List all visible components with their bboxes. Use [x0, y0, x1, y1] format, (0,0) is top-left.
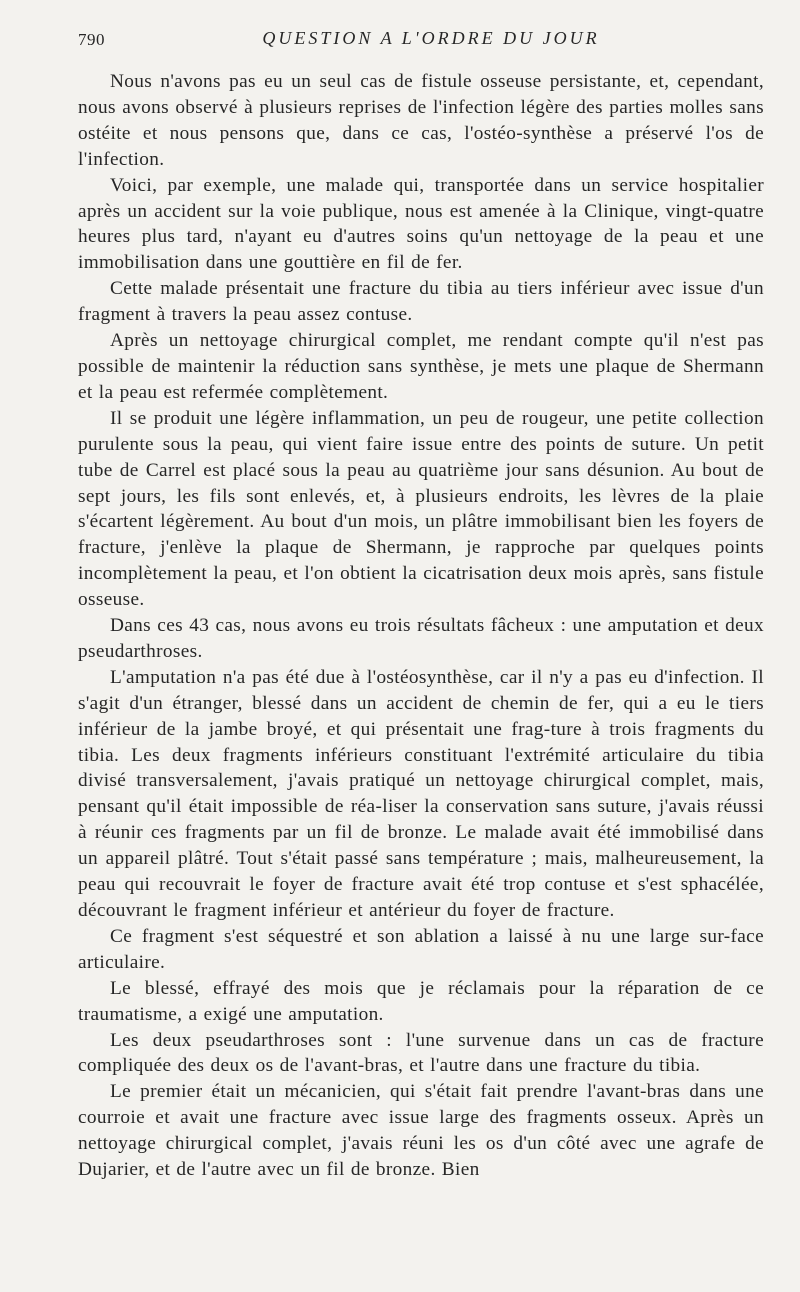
paragraph-10: Les deux pseudarthroses sont : l'une survenue dans un cas de fracture compliquée des deux os de l'avant-bras, et l'autre dans une fracture du tibia.: [78, 1029, 764, 1077]
paragraph-5: Il se produit une légère inflammation, un peu de rougeur, une petite collection purulente sous la peau, qui vient faire issue entre des points de suture. Un petit tube de Carrel est placé sous la peau au quatrième jour sans désunion. Au bout de sept jours, les fils sont enlevés, et, à plusieurs endroits, les lèvres de la plaie s'écartent légèrement. Au bout d'un mois, un plâtre immobilisant bien les foyers de fracture, j'enlève la plaque de Shermann, je rapproche par quelques points incomplètement la peau, et l'on obtient la cicatrisation deux mois après, sans fistule osseuse.: [78, 407, 764, 611]
paragraph-2: Voici, par exemple, une malade qui, transportée dans un service hospitalier après un accident sur la voie publique, nous est amenée à la Clinique, vingt-quatre heures plus tard, n'ayant eu d'autres soins qu'un nettoyage de la peau et une immobilisation dans une gouttière en fil de fer.: [78, 174, 764, 274]
running-title: QUESTION A L'ORDRE DU JOUR: [262, 28, 600, 48]
paragraph-11: Le premier était un mécanicien, qui s'était fait prendre l'avant-bras dans une courroie et avait une fracture avec issue large des fragments osseux. Après un nettoyage chirurgical complet, j'avais réuni les os d'un côté avec une agrafe de Dujarier, et de l'autre avec un fil de bronze. Bien: [78, 1081, 764, 1181]
paragraph-7: L'amputation n'a pas été due à l'ostéosynthèse, car il n'y a pas eu d'infection. Il s'agit d'un étranger, blessé dans un accident de chemin de fer, qui a eu le tiers inférieur de la jambe broyé, et qui présentait une frag-ture à trois fragments du tibia. Les deux fragments inférieurs constituant l'extrémité articulaire du tibia divisé transversalement, j'avais pratiqué un nettoyage chirurgical complet, mais, pensant qu'il était impossible de réa-liser la conservation sans suture, j'avais réussi à réunir ces fragments par un fil de bronze. Le malade avait été immobilisé dans un appareil plâtré. Tout s'était passé sans température ; mais, malheureusement, la peau qui recouvrait le foyer de fracture avait été trop contuse et s'est sphacélée, découvrant le fragment inférieur et antérieur du foyer de fracture.: [78, 666, 764, 921]
page-header: [78, 22, 764, 52]
page-number: 790: [78, 30, 105, 49]
paragraph-8: Ce fragment s'est séquestré et son ablation a laissé à nu une large sur-face articulaire.: [78, 925, 764, 973]
paragraph-4: Après un nettoyage chirurgical complet, me rendant compte qu'il n'est pas possible de maintenir la réduction sans synthèse, je mets une plaque de Shermann et la peau est refermée complètement.: [78, 330, 764, 403]
paragraph-1: Nous n'avons pas eu un seul cas de fistule osseuse persistante, et, cependant, nous avons observé à plusieurs reprises de l'infection légère des parties molles sans ostéite et nous pensons que, dans ce cas, l'ostéo-synthèse a préservé l'os de l'infection.: [78, 71, 764, 170]
body-text: [78, 69, 764, 1183]
paragraph-6: Dans ces 43 cas, nous avons eu trois résultats fâcheux : une amputation et deux pseudarthroses.: [78, 615, 764, 662]
paragraph-3: Cette malade présentait une fracture du tibia au tiers inférieur avec issue d'un fragment à travers la peau assez contuse.: [78, 278, 764, 326]
paragraph-9: Le blessé, effrayé des mois que je réclamais pour la réparation de ce traumatisme, a exigé une amputation.: [78, 977, 764, 1025]
